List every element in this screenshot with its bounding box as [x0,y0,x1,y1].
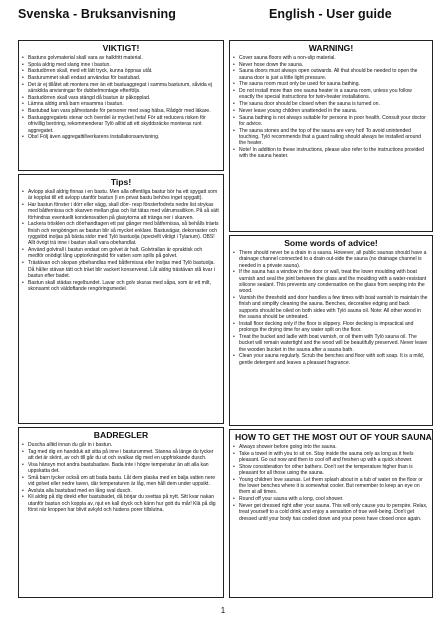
list-item: • Cover sauna floors with a non-slip material. [233,55,428,61]
advice-box [229,235,433,426]
tips-list [19,188,223,292]
list-item: • Kli aldrig på dig direkt efter bastubadet, då börjar du svettas på nytt. Sitt kvar nakan utanför bastun och koppla av, njut en kall dryck och känn hur gott du mår! Klä på dig först när kroppen har blivit avkyld och hudens porer tillslutna. [22,494,219,513]
list-item: • Tag med dig en handduk att sitta på inne i basturummet. Stanna så länge du tycker att det är skönt, av och till går du ut och svalkar dig med en uppfriskande dusch. [22,449,219,462]
list-item: • Treat the bucket and ladle with boat varnish, or oil them with Tylö sauna oil. The bucket will remain watertight and the wood will be beautifully preserved. Never leave the wooden bucket in the sauna after a sauna bath. [233,334,428,353]
list-item: • Never get dressed right after your sauna. This will only cause you to perspire. Relax, treat yourself to a cold drink and enjoy a sensation of true well-being. Don't get dressed until your body has cooled down and your pores have closed once again. [233,503,428,522]
list-item: • The sauna stones and the top of the sauna are very hot! To avoid unintended touching, Tylö recommends that a guard railing should always be installed around the heater. [233,128,428,147]
tips-box [18,174,224,424]
warning-box [229,40,433,232]
list-item: • Små barn tycker också om att bada bastu. Låt dem plaska med en balja vatten nere vid golvet eller nedre laven, där temperaturen är låg, men håll dem under uppsikt. [22,475,219,488]
list-item: • Basturummet skall endast användas för bastubad. [22,75,219,81]
list-item: • Lackera trösklen och dörrhandtagen ett par gånger med båtfernissa, så behålls träets finish och rengöringen av bastun blir så mycket enklare. Bastuvägar, dekorraster och ryggstöd inoljas på bästa sidor med Tylö bastuolja (speciellt viktigt i Tylarium). OBS! Allt övrigt trä inne i bastun skall vara obehandlat. [22,221,219,246]
list-item: • Sauna bathing is not always suitable for persons in poor health. Consult your doctor for advice. [233,115,428,128]
badregler-list [19,441,223,514]
list-item: • Bastubad kan vara påfrestande för personer med svag hälsa. Rådgör med läkare. [22,108,219,114]
tips-heading: Tips! [110,177,132,187]
list-item: • Obs! Följ även aggregattillverkarens installationsanvisning. [22,134,219,140]
list-item: • Det är ej tillåtet att montera mer än ett bastuaggregat i samma basturum, såvida ej särskilda anvisningar för dubbelmontage efterföljs. [22,82,219,95]
list-item: • Sauna doors must always open outwards. All that should be needed to open the sauna door is just a little light pressure. [233,68,428,81]
list-item: • Bastudörren skall, med ett lätt tryck, kunna öppnas utåt. [22,68,219,74]
list-item: • Bastuaggregatets stenar och överdel är mycket heta! För att reducera risken för ofrivillig beröring, rekommenderar Tylö alltid att ett skyddsräcke monteras runt aggregatet. [22,115,219,134]
swedish-title: Svenska - Bruksanvisning [18,7,177,21]
list-item: • If the sauna has a window in the door or wall, treat the lower moulding with boat varnish and seal the joint between the glass and the moulding with a water-resistant silicone sealant. This prevents any condensation on the glass from seeping into the wood. [233,269,428,294]
list-item: • Clean your sauna regularly. Scrub the benches and floor with soft soap. It is a mild, gentle detergent and leaves a pleasant fragrance. [233,353,428,366]
list-item: • Note! In addition to these instructions, please also refer to the instructions provided with the sauna heater. [233,147,428,160]
viktigt-box [18,40,224,171]
warning-list [230,54,432,160]
list-item: • Använd golvtrall i bastun endast om golvet är halt. Golvtrallan är opraktisk och medför onödigt lång upptorkningstid för vatten som spills på golvet. [22,247,219,260]
warning-heading: WARNING! [308,43,354,53]
howto-box [229,429,433,598]
list-item: • Varnish the threshold and door handles a few times with boat varnish to maintain the finish and simplify cleaning the sauna. Benches, decorative edging and back supports should be oiled on both sides with Tylö sauna oil. Note: All other wood in the sauna should be untreated. [233,295,428,320]
list-item: • Har bastun fönster i dörr eller vägg, skall dörr- resp fönsterfodrets nedre list strykas med båtfernissa och skarven mellan glas och list tätas med våtrumssilikon. På så sätt förhindras eventuellt kondensvatten på glasytorna att tränga ner i skarven. [22,202,219,221]
advice-heading: Some words of advice! [284,238,378,248]
page-number: 1 [220,606,226,615]
list-item: • The sauna door should be closed when the sauna is turned on. [233,101,428,107]
list-item: • There should never be a drain in a sauna. However, all public saunas should have a drainage channel connected to a drain out-side the sauna (no drainage channel is needed in a private sauna). [233,250,428,269]
badregler-heading: BADREGLER [93,430,149,440]
advice-list [230,249,432,366]
howto-list [230,443,432,522]
list-item: • Spola aldrig med slang inne i bastun. [22,62,219,68]
list-item: • Round off your sauna with a long, cool shower. [233,496,428,502]
list-item: • Never leave young children unattended in the sauna. [233,108,428,114]
howto-heading: HOW TO GET THE MOST OUT OF YOUR SAUNA [235,432,432,442]
list-item: • Do not install more than one sauna heater in a sauna room, unless you follow exactly the special instructions for twin-heater installations. [233,88,428,101]
list-item: • Young children love saunas. Let them splash about in a tub of water on the floor or the lower benches where it is somewhat cooler. But remember to keep an eye on them at all times. [233,477,428,496]
list-item: • The sauna room must only be used for sauna bathing. [233,81,428,87]
viktigt-list [19,54,223,141]
list-item: • Duscha alltid innan du går in i bastun. [22,442,219,448]
list-item: • Take a towel in with you to sit on. Stay inside the sauna only as long as it feels pleasant. Go out now and then to cool off and freshen up with a quick shower. [233,451,428,464]
list-item: • Show consideration for other bathers. Don't set the temperature higher than is pleasant for all those using the sauna. [233,464,428,477]
list-item: • Bastun skall städas regelbundet. Lavar och golv skuras med såpa, som är ett milt, skonsamt och väldoftande rengöringsmedel. [22,280,219,293]
list-item: • Install floor decking only if the floor is slippery. Floor decking is impractical and prolongs the drying time for any water spilt on the floor. [233,321,428,334]
list-item: • Lämna aldrig små barn ensamma i bastun. [22,101,219,107]
list-item: • Avlopp skall aldrig finnas i en bastu. Men alla offentliga bastur bör ha ett spygatt som är kopplat till ett avlopp utanför bastun (i en privat bastu behövs inget spygatt). [22,189,219,202]
list-item: • Bastuns golvmaterial skall vara av halkfritt material. [22,55,219,61]
english-title: English - User guide [269,7,392,21]
list-item: • Never hose down the sauna. [233,62,428,68]
list-item: • Visa hänsyn mot andra bastubadare. Bada inte i högre temperatur än att alla kan uppskatta det. [22,462,219,475]
list-item: • Trästävan och skopan ytbehandlas med båtfernissa eller inoljas med Tylö bastuolja. Då håller stävan tätt och träet blir vackert konserverat. Låt aldrig trästävan stå kvar i bastun efter badet. [22,260,219,279]
list-item: • Avsluta alla bastubad med en lång sval dusch. [22,488,219,494]
viktigt-heading: VIKTIGT! [102,43,140,53]
list-item: • Always shower before going into the sauna. [233,444,428,450]
list-item: • Bastudörren skall vara stängd då bastun är påkopplad. [22,95,219,101]
badregler-box [18,427,224,598]
